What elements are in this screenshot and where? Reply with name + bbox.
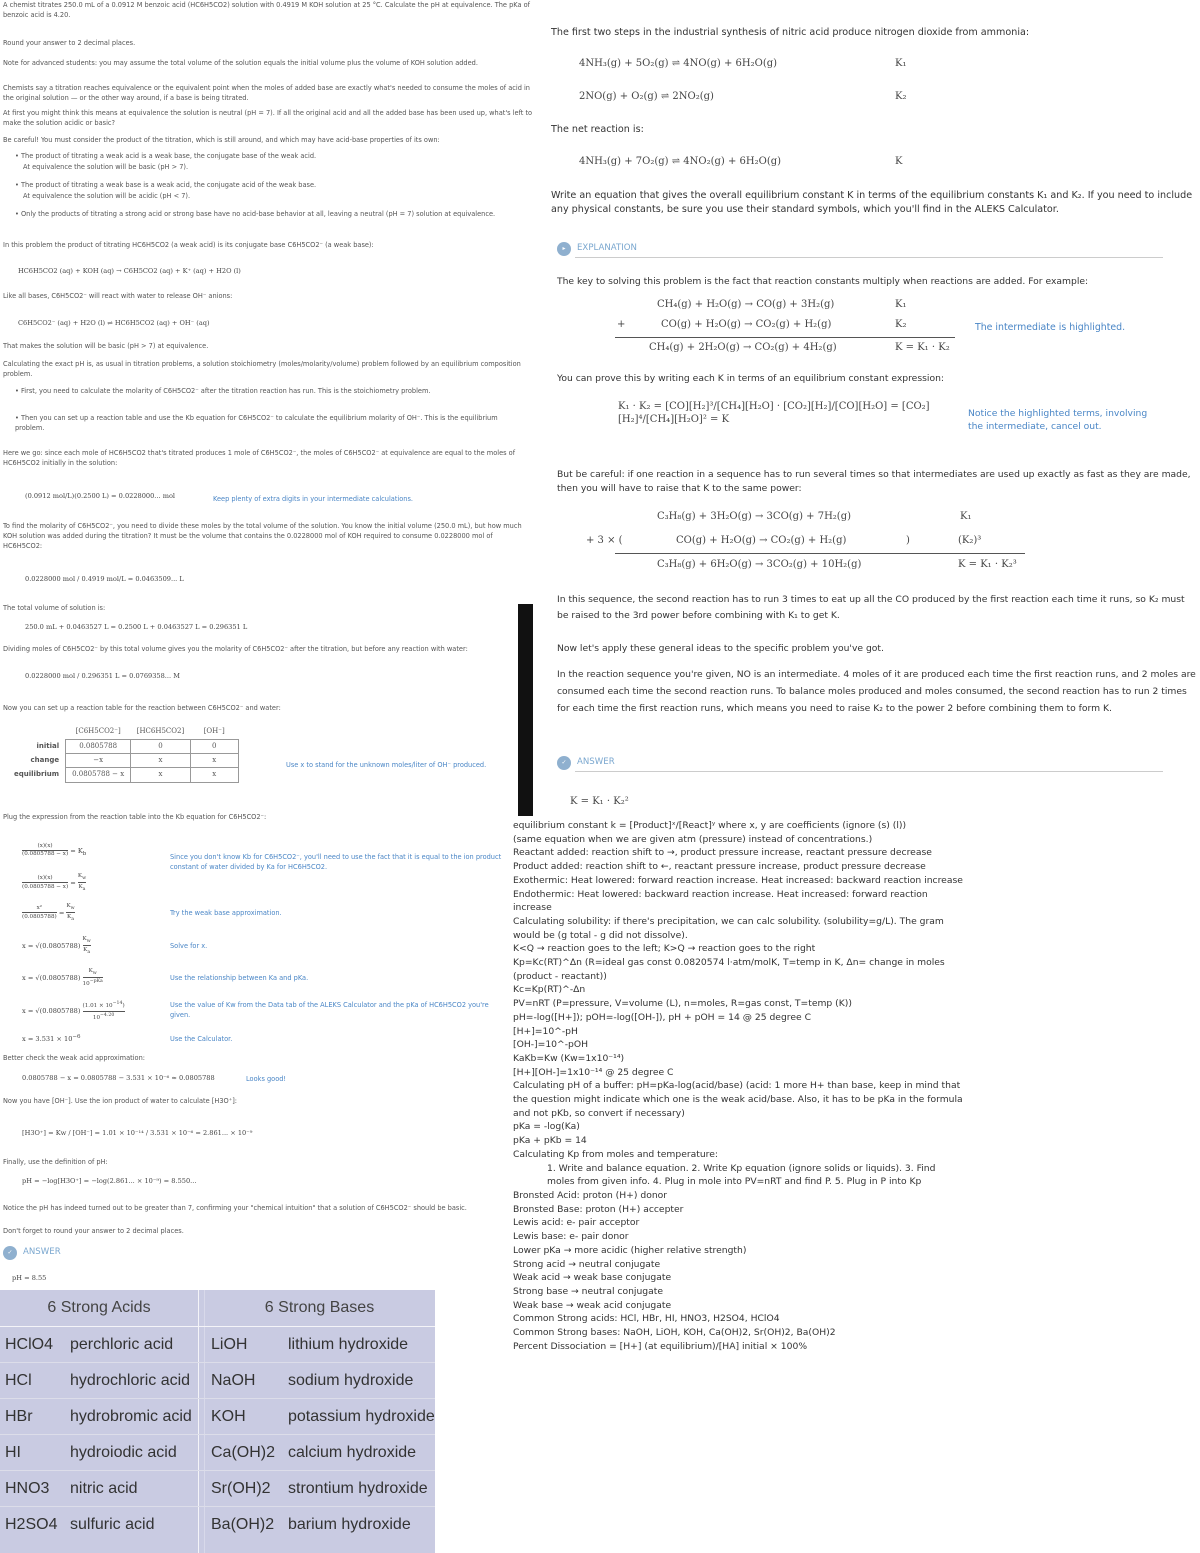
- bullet-weak-acid-result: At equivalence the solution will be basic (pH > 7).: [23, 163, 189, 171]
- round-instruction: Round your answer to 2 decimal places.: [3, 39, 136, 47]
- bullet-strong: • Only the products of titrating a strong acid or strong base have no acid-base behavior at all, leaving a neutral (pH = 7) solution at equivalence.: [15, 210, 496, 218]
- bullet-weak-base: • The product of titrating a weak base is a weak acid, the conjugate acid of the weak base.: [15, 181, 317, 189]
- note-line: Endothermic: Heat lowered: backward reaction increase. Heat increased: forward reaction increase: [513, 888, 928, 914]
- acid-formula: HClO4: [5, 1336, 54, 1353]
- step-note: Solve for x.: [170, 942, 208, 950]
- apply-paragraph: Now let's apply these general ideas to the specific problem you've got.: [557, 643, 884, 654]
- plus-sign: +: [617, 319, 626, 330]
- note-line: Percent Dissociation = [H+] (at equilibrium)/[HA] initial × 100%: [513, 1340, 808, 1352]
- bullet-weak-acid: • The product of titrating a weak acid is a weak base, the conjugate base of the weak acid.: [15, 152, 317, 160]
- bullet-weak-base-result: At equivalence the solution will be acidic (pH < 7).: [23, 192, 191, 200]
- in-this-problem: In this problem the product of titrating HC6H5CO2 (a weak acid) is its conjugate base C6H5CO2⁻ (a weak base):: [3, 241, 374, 249]
- acid-name: hydroiodic acid: [70, 1444, 177, 1461]
- bullet-first-stoich: • First, you need to calculate the molarity of C6H5CO2⁻ after the titration reaction has run. This is the stoichiometry problem.: [15, 387, 431, 395]
- write-instruction: Write an equation that gives the overall equilibrium constant K in terms of the equilibrium constants K₁ and K₂. If you need to include any physical constants, be sure you use their standard symbols, which you'll find in the ALEKS Calculator.: [551, 190, 1193, 216]
- base-name: lithium hydroxide: [288, 1336, 409, 1353]
- row-label: initial: [36, 741, 60, 750]
- problem-intro: A chemist titrates 250.0 mL of a 0.0912 M benzoic acid (HC6H5CO2) solution with 0.4919 M KOH solution at 25 °C. Calculate the pH at equivalence. The pKa of benzoic acid is 4.20.: [3, 1, 530, 20]
- table-cell: 0.0805788 − x: [66, 768, 131, 782]
- acid-name: sulfuric acid: [70, 1516, 155, 1533]
- titration-reaction: HC6H5CO2 (aq) + KOH (aq) → C6H5CO2 (aq) + K⁺ (aq) + H2O (l): [18, 267, 241, 275]
- base-formula: LiOH: [211, 1336, 248, 1353]
- moles-hint: Keep plenty of extra digits in your intermediate calculations.: [213, 495, 413, 503]
- note-line: Product added: reaction shift to ←, reactant pressure increase, product pressure decrease: [513, 861, 926, 873]
- close-paren: ): [906, 535, 910, 546]
- example-2: CO(g) + H₂O(g) → CO₂(g) + H₂(g): [661, 319, 832, 330]
- note-line: [H+]=10^-pH: [513, 1025, 578, 1037]
- now-table-paragraph: Now you can set up a reaction table for the reaction between C6H5CO2⁻ and water:: [3, 704, 281, 712]
- sequence-3: C₃H₈(g) + 6H₂O(g) → 3CO₂(g) + 10H₂(g): [657, 559, 862, 570]
- example-3: CH₄(g) + 2H₂O(g) → CO₂(g) + 4H₂(g): [649, 342, 837, 353]
- equivalence-definition: Chemists say a titration reaches equivalence or the equivalent point when the moles of added base are exactly what's needed to consume the moles of acid in the original solution — or the other way around, if a base is being titrated.: [3, 84, 530, 103]
- step-note: Try the weak base approximation.: [170, 909, 282, 917]
- note-line: Exothermic: Heat lowered: forward reaction increase. Heat increased: backward reaction increase: [513, 874, 963, 886]
- intermediate-note: The intermediate is highlighted.: [975, 322, 1126, 333]
- basic-at-equivalence: That makes the solution will be basic (pH > 7) at equivalence.: [3, 342, 209, 350]
- k-label: K: [895, 156, 903, 167]
- step-note: Use the value of Kw from the Data tab of the ALEKS Calculator and the pKa of HC6H5CO2 you're given.: [170, 1001, 489, 1020]
- acid-formula: HNO3: [5, 1480, 50, 1497]
- base-name: sodium hydroxide: [288, 1372, 414, 1389]
- key-paragraph: The key to solving this problem is the fact that reaction constants multiply when reactions are added. For example:: [557, 276, 1089, 287]
- acid-formula: HCl: [5, 1372, 32, 1389]
- base-name: strontium hydroxide: [288, 1480, 428, 1497]
- note-line: Strong base → neutral conjugate: [513, 1285, 664, 1297]
- note-line: Common Strong acids: HCl, HBr, HI, HNO3, H2SO4, HClO4: [513, 1313, 780, 1325]
- note-line: (same equation when we are given atm (pressure) instead of concentrations.): [513, 833, 873, 845]
- table-cell: x: [131, 768, 190, 782]
- note-line: Bronsted Base: proton (H+) accepter: [513, 1203, 684, 1215]
- note-line: Weak acid → weak base conjugate: [513, 1272, 672, 1284]
- acid-name: perchloric acid: [70, 1336, 174, 1353]
- total-volume-equation: 250.0 mL + 0.0463527 L = 0.2500 L + 0.0463527 L = 0.296351 L: [25, 623, 248, 631]
- careful-paragraph-right: But be careful: if one reaction in a sequence has to run several times so that intermediates are used up exactly as fast as they are made, then you will have to raise that K to the same power:: [557, 469, 1191, 494]
- notice-basic: Notice the pH has indeed turned out to be greater than 7, confirming your "chemical intuition" that a solution of C6H5CO2⁻ should be basic.: [3, 1204, 467, 1212]
- moles-equation: (0.0912 mol/L)(0.2500 L) = 0.0228000... mol: [25, 492, 176, 500]
- hydrolysis-reaction: C6H5CO2⁻ (aq) + H2O (l) ⇌ HC6H5CO2 (aq) + OH⁻ (aq): [18, 319, 210, 327]
- answer-header-left: ✓ ANSWER: [3, 1246, 61, 1260]
- note-line: Reactant added: reaction shift to →, product pressure increase, reactant pressure decrease: [513, 847, 932, 859]
- careful-paragraph: Be careful! You must consider the product of the titration, which is still around, and which may have acid-base properties of its own:: [3, 136, 440, 144]
- table-cell: x: [190, 753, 238, 767]
- table-cell: −x: [66, 753, 131, 767]
- prove-equation: K₁ · K₂ = [CO][H₂]³/[CH₄][H₂O] · [CO₂][H₂]/[CO][H₂O] = [CO₂][H₂]⁴/[CH₄][H₂O]² = K: [618, 401, 930, 425]
- note-line: Strong acid → neutral conjugate: [513, 1258, 661, 1270]
- note-line: pKa = -log(Ka): [513, 1121, 580, 1133]
- table-row: [8, 739, 238, 753]
- volume-equation: 0.0228000 mol / 0.4919 mol/L = 0.0463509... L: [25, 575, 184, 583]
- note-line: Lewis acid: e- pair acceptor: [513, 1217, 640, 1229]
- acid-formula: H2SO4: [5, 1516, 58, 1533]
- base-formula: Sr(OH)2: [211, 1480, 271, 1497]
- note-line: Lewis base: e- pair donor: [513, 1231, 629, 1243]
- now-you-have: Now you have [OH⁻]. Use the ion product of water to calculate [H3O⁺]:: [3, 1097, 237, 1105]
- note-line: Lower pKa → more acidic (higher relative strength): [513, 1244, 747, 1256]
- given-paragraph: In the reaction sequence you're given, NO is an intermediate. 4 moles of it are produced each time the first reaction runs, and 2 moles are consumed each time the second reaction runs. To balance moles produced and moles consumed, the second reaction has to run 2 times for each time the first reaction runs, which means you need to raise K₂ to the power 2 before combining them to form K.: [557, 669, 1196, 715]
- table-row: [8, 768, 238, 782]
- row-label: equilibrium: [14, 770, 60, 779]
- scrollbar-handle[interactable]: [518, 604, 533, 816]
- sequence-2-k: (K₂)³: [958, 535, 982, 546]
- k2-label: K₂: [895, 91, 907, 102]
- net-reaction: 4NH₃(g) + 7O₂(g) ⇌ 4NO₂(g) + 6H₂O(g): [579, 156, 782, 167]
- bases-header: 6 Strong Bases: [264, 1299, 375, 1317]
- check-approximation: Better check the weak acid approximation:: [3, 1054, 145, 1062]
- base-name: potassium hydroxide: [288, 1408, 435, 1425]
- kb-step-2: $\frac{(x)(x)}{(0.0805788 - x)}$ = $\frac{K_w}{K_a}$: [22, 873, 87, 893]
- base-formula: Ca(OH)2: [211, 1444, 276, 1461]
- acid-name: hydrochloric acid: [70, 1372, 191, 1389]
- table-cell: 0: [190, 739, 238, 753]
- first-think-paragraph: At first you might think this means at equivalence the solution is neutral (pH = 7). If all the original acid and all the added base has been used up, what's left to make the solution acidic or basic?: [3, 109, 533, 128]
- step-note: Use the Calculator.: [170, 1035, 233, 1043]
- base-formula: Ba(OH)2: [211, 1516, 275, 1533]
- answer-value-left: pH = 8.55: [12, 1274, 47, 1282]
- note-line: pKa + pKb = 14: [513, 1135, 587, 1147]
- explanation-icon: ▸: [557, 242, 571, 256]
- note-line: Common Strong bases: NaOH, LiOH, KOH, Ca(OH)2, Sr(OH)2, Ba(OH)2: [513, 1327, 836, 1339]
- note-line: Calculating solubility: if there's precipitation, we can calc solubility. (solubility=g/L). The gram would be (g total - g did not dissolve).: [513, 915, 944, 941]
- ice-header: [HC6H5CO2]: [136, 727, 185, 736]
- kb-step-3: $\frac{\text{x²}}{(0.0805788)}$ = $\frac{K_w}{K_a}$: [22, 903, 75, 923]
- step-note: Since you don't know Kb for C6H5CO2⁻, you'll need to use the fact that it is equal to the ion product constant of water divided by Ka for HC6H5CO2.: [170, 853, 502, 872]
- plug-expression: Plug the expression from the reaction table into the Kb equation for C6H5CO2⁻:: [3, 813, 267, 821]
- study-notes: [513, 819, 965, 1353]
- ph-equation: pH = −log[H3O⁺] = −log(2.861... × 10⁻⁹) = 8.550...: [22, 1177, 197, 1185]
- reaction-table: [8, 725, 239, 783]
- note-line: Calculating Kp from moles and temperature:: [513, 1148, 718, 1160]
- base-name: barium hydroxide: [288, 1516, 411, 1533]
- times-three: + 3 × (: [586, 535, 623, 546]
- note-line: Kp=Kc(RT)^Δn (R=ideal gas const 0.0820574 l·atm/molK, T=temp in K, Δn= change in moles (product - reactant)): [513, 957, 945, 982]
- note-line: [H+][OH-]=1x10⁻¹⁴ @ 25 degree C: [513, 1066, 674, 1078]
- explanation-header: ▸ EXPLANATION: [557, 242, 637, 256]
- kb-step-1: $\frac{(x)(x)}{(0.0805788 - x)}$ = $K_b$: [22, 843, 87, 858]
- step-note: Use the relationship between Ka and pKa.: [170, 974, 309, 982]
- example-3-k: K = K₁ · K₂: [895, 342, 950, 353]
- ice-note: Use x to stand for the unknown moles/liter of OH⁻ produced.: [286, 761, 487, 769]
- nitric-intro: The first two steps in the industrial synthesis of nitric acid produce nitrogen dioxide from ammonia:: [551, 27, 1030, 38]
- bullet-then-equilibrium: • Then you can set up a reaction table and use the Kb equation for C6H5CO2⁻ to calculate the equilibrium molarity of OH⁻. This is the equilibrium problem.: [15, 414, 498, 433]
- calculating-exact-ph: Calculating the exact pH is, as usual in titration problems, a solution stoichiometry (moles/molarity/volume) problem followed by an equilibrium composition problem.: [3, 360, 521, 379]
- acid-formula: HBr: [5, 1408, 33, 1425]
- table-cell: 0.0805788: [66, 739, 131, 753]
- molarity-paragraph: To find the molarity of C6H5CO2⁻, you need to divide these moles by the total volume of the solution. You know the initial volume (250.0 mL), but how much KOH solution was added during the titration? It must be the volume that contains the 0.0228000 mol of KOH required to consume 0.0228000 mol of HC6H5CO2:: [3, 522, 522, 551]
- answer-icon: ✓: [557, 756, 571, 770]
- reaction-2: 2NO(g) + O₂(g) ⇌ 2NO₂(g): [579, 91, 714, 102]
- example-1-k: K₁: [895, 299, 907, 310]
- row-label: change: [30, 755, 60, 764]
- total-volume-label: The total volume of solution is:: [3, 604, 106, 612]
- table-row: [8, 753, 238, 767]
- prove-paragraph: You can prove this by writing each K in terms of an equilibrium constant expression:: [557, 373, 944, 384]
- acid-formula: HI: [5, 1444, 21, 1461]
- acid-name: hydrobromic acid: [70, 1408, 192, 1425]
- answer-icon: ✓: [3, 1246, 17, 1260]
- dividing-paragraph: Dividing moles of C6H5CO2⁻ by this total volume gives you the molarity of C6H5CO2⁻ after the titration, but before any reaction with water:: [3, 645, 468, 653]
- kb-step-4: x = √(0.0805788) $\frac{K_w}{K_a}$: [22, 936, 91, 956]
- note-line: equilibrium constant k = [Product]ˣ/[React]ʸ where x, y are coefficients (ignore (s) (l)): [513, 820, 907, 831]
- note-line: 1. Write and balance equation. 2. Write Kp equation (ignore solids or liquids). 3. Find moles from given info. 4. Plug in mole into PV=nRT and find P. 5. Plug in P into Kp: [547, 1162, 936, 1188]
- like-all-bases: Like all bases, C6H5CO2⁻ will react with water to release OH⁻ anions:: [3, 292, 233, 300]
- note-line: Calculating pH of a buffer: pH=pKa-log(acid/base) (acid: 1 more H+ than base, keep in mind that the question might indicate which one is the weak acid/base. Also, it has to be pKa in the formula and not pKb, so convert if necessary): [513, 1080, 963, 1119]
- sequence-1-k: K₁: [960, 511, 972, 522]
- k1-label: K₁: [895, 58, 907, 69]
- sequence-paragraph: In this sequence, the second reaction has to run 3 times to eat up all the CO produced by the first reaction each time it runs, so K₂ must be raised to the 3rd power before combining with K₁ to get K.: [557, 594, 1185, 621]
- table-cell: x: [190, 768, 238, 782]
- reaction-1: 4NH₃(g) + 5O₂(g) ⇌ 4NO(g) + 6H₂O(g): [579, 58, 778, 69]
- answer-header-right: ✓ ANSWER: [557, 756, 615, 770]
- note-line: PV=nRT (P=pressure, V=volume (L), n=moles, R=gas const, T=temp (K)): [513, 998, 852, 1010]
- note-line: [OH-]=10^-pOH: [513, 1039, 588, 1051]
- note-line: K<Q → reaction goes to the left; K>Q → reaction goes to the right: [513, 943, 816, 955]
- sequence-1: C₃H₈(g) + 3H₂O(g) → 3CO(g) + 7H₂(g): [657, 511, 852, 522]
- note-line: KaKb=Kw (Kw=1x10⁻¹⁴): [513, 1052, 625, 1064]
- example-1: CH₄(g) + H₂O(g) → CO(g) + 3H₂(g): [657, 299, 835, 310]
- advanced-note: Note for advanced students: you may assume the total volume of the solution equals the initial volume plus the volume of KOH solution added.: [3, 59, 478, 67]
- finally-paragraph: Finally, use the definition of pH:: [3, 1158, 108, 1166]
- check-equation: 0.0805788 − x = 0.0805788 − 3.531 × 10⁻⁶ ≈ 0.0805788: [22, 1074, 215, 1082]
- base-formula: NaOH: [211, 1372, 256, 1389]
- note-line: Bronsted Acid: proton (H+) donor: [513, 1189, 668, 1201]
- net-label: The net reaction is:: [551, 124, 644, 135]
- h3o-equation: [H3O⁺] = Kw / [OH⁻] = 1.01 × 10⁻¹⁴ / 3.531 × 10⁻⁶ = 2.861... × 10⁻⁹: [22, 1129, 253, 1137]
- sequence-2: CO(g) + H₂O(g) → CO₂(g) + H₂(g): [676, 535, 847, 546]
- kb-step-7: $x = 3.531 \times 10^{-6}$: [22, 1034, 81, 1044]
- acids-header: 6 Strong Acids: [47, 1299, 151, 1317]
- molarity-equation: 0.0228000 mol / 0.296351 L = 0.0769358... M: [25, 672, 180, 680]
- base-formula: KOH: [211, 1408, 246, 1425]
- table-cell: x: [131, 753, 190, 767]
- acid-name: nitric acid: [70, 1480, 138, 1497]
- table-cell: 0: [131, 739, 190, 753]
- kb-step-5: x = √(0.0805788) $\frac{K_w}{10^{-pKa}}$: [22, 968, 103, 988]
- ice-header: [OH⁻]: [203, 727, 225, 736]
- here-we-go: Here we go: since each mole of HC6H5CO2 that's titrated produces 1 mole of C6H5CO2⁻, the moles of C6H5CO2⁻ at equivalence are equal to the moles of HC6H5CO2 initially in the solution:: [3, 449, 516, 468]
- answer-value-right: K = K₁ · K₂²: [570, 796, 629, 807]
- note-line: Kc=Kp(RT)^-Δn: [513, 984, 586, 996]
- notice-highlighted: Notice the highlighted terms, involving the intermediate, cancel out.: [968, 408, 1148, 432]
- dont-forget: Don't forget to round your answer to 2 decimal places.: [3, 1227, 184, 1235]
- check-good: Looks good!: [246, 1075, 287, 1083]
- base-name: calcium hydroxide: [288, 1444, 417, 1461]
- example-2-k: K₂: [895, 319, 907, 330]
- kb-step-6: x = √(0.0805788) $\frac{(1.01 \times 10^{-14})}{10^{-4.20}}$: [22, 1001, 125, 1021]
- note-line: Weak base → weak acid conjugate: [513, 1299, 672, 1311]
- note-line: pH=-log([H+]); pOH=-log([OH-]), pH + pOH = 14 @ 25 degree C: [513, 1011, 811, 1023]
- sequence-3-k: K = K₁ · K₂³: [958, 559, 1017, 570]
- ice-header: [C6H5CO2⁻]: [75, 727, 121, 736]
